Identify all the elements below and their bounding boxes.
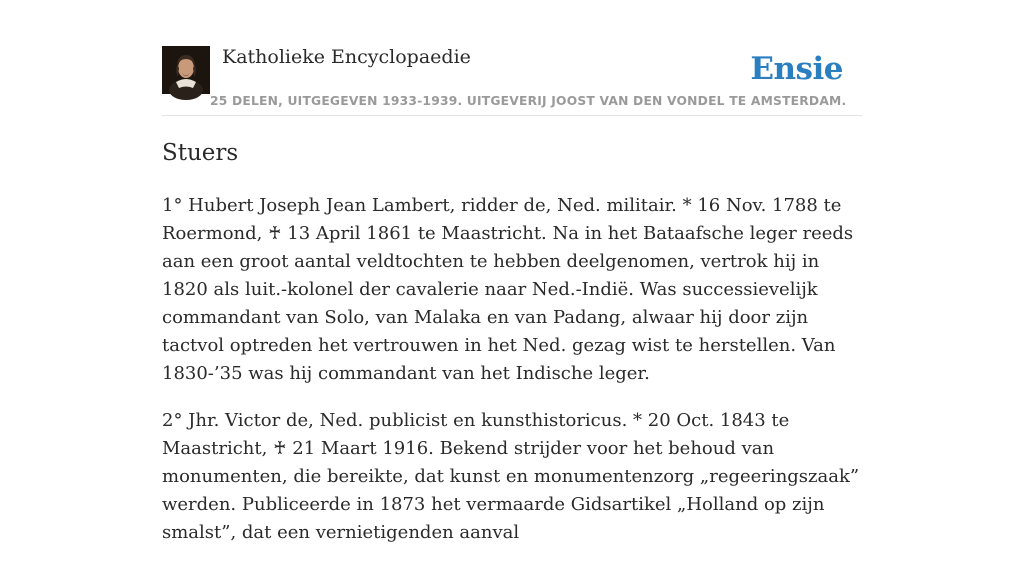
portrait-image <box>162 46 210 94</box>
header-divider <box>162 115 862 116</box>
article-body <box>162 192 862 566</box>
source-avatar[interactable] <box>162 46 210 94</box>
article-paragraph-2: 2° Jhr. Victor de, Ned. publicist en kunsthistoricus. * 20 Oct. 1843 te Maastricht, ♰ 21 Maart 1916. Bekend strijder voor het behoud van monumenten, die bereikte, dat kunst en monumentenzorg „regeeringszaak” werden. Publiceerde in 1873 het vermaarde Gidsartikel „Holland op zijn smalst”, dat een vernietigenden aanval <box>162 410 860 543</box>
article-paragraph-1: 1° Hubert Joseph Jean Lambert, ridder de, Ned. militair. * 16 Nov. 1788 te Roermond, ♰ 13 April 1861 te Maastricht. Na in het Bataafsche leger reeds aan een groot aantal veldtochten te hebben deelgenomen, vertrok hij in 1820 als luit.-kolonel der cavalerie naar Ned.-Indië. Was successievelijk commandant van Solo, van Malaka en van Padang, alwaar hij door zijn tactvol optreden het vertrouwen in het Ned. gezag wist te herstellen. Van 1830-’35 was hij commandant van het Indische leger. <box>162 195 854 384</box>
source-title[interactable]: Katholieke Encyclopaedie <box>222 46 471 68</box>
source-description: 25 DELEN, UITGEGEVEN 1933-1939. UITGEVERIJ JOOST VAN DEN VONDEL TE AMSTERDAM. <box>210 94 847 108</box>
brand-logo[interactable]: Ensie <box>750 51 843 87</box>
article-title: Stuers <box>162 140 239 166</box>
source-header <box>162 46 862 116</box>
